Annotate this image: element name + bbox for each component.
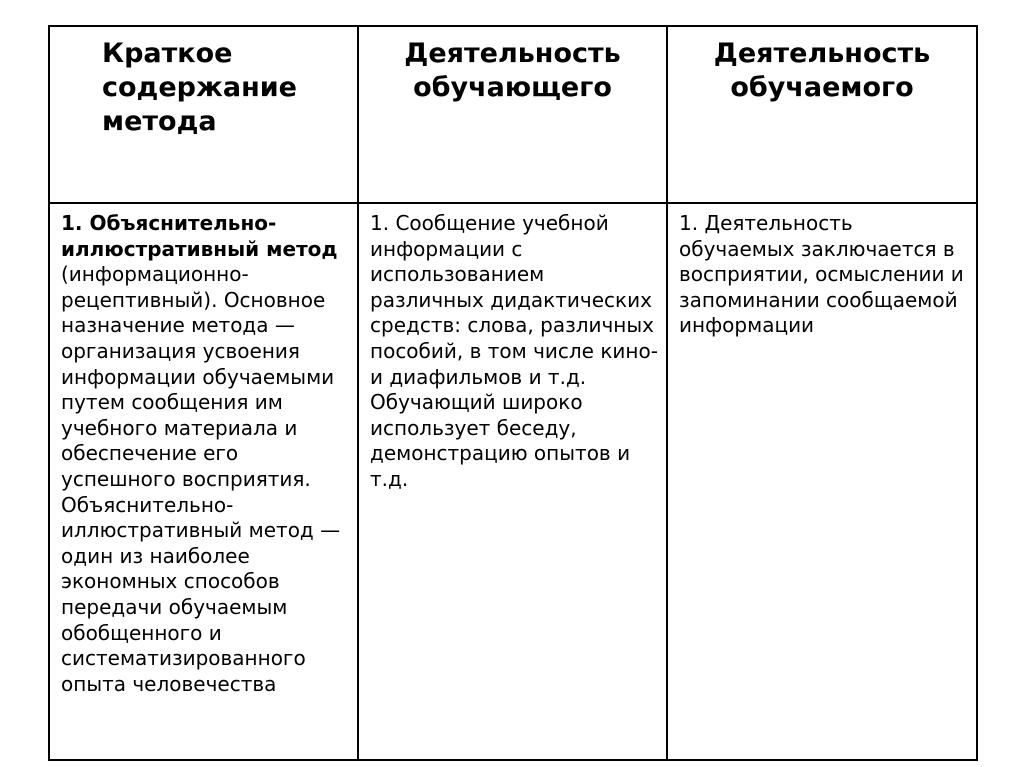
header-row bbox=[49, 26, 977, 203]
header-cell-teacher-activity bbox=[358, 26, 667, 203]
cell-teacher-activity bbox=[358, 203, 667, 760]
teacher-activity-text: 1. Сообщение учебной информации с использованием различных дидактических средств: слова, различных пособий, в том числе кино- и диафильмов и т.д. Обучающий широко использует беседу, демонстрацию опытов и т.д. bbox=[370, 211, 658, 491]
header-cell-learner-activity bbox=[667, 26, 977, 203]
header-summary: Краткое содержание метода bbox=[102, 38, 297, 137]
method-name: 1. Объяснительно-иллюстративный метод bbox=[61, 211, 338, 261]
header-teacher-activity: Деятельность обучающего bbox=[404, 38, 621, 103]
header-cell-summary bbox=[49, 26, 358, 203]
learner-activity-text: 1. Деятельность обучаемых заключается в восприятии, осмыслении и запоминании сообщаемой информации bbox=[679, 211, 964, 338]
cell-method-summary bbox=[49, 203, 358, 760]
header-learner-activity: Деятельность обучаемого bbox=[713, 38, 931, 103]
cell-learner-activity bbox=[667, 203, 977, 760]
method-description: (информационно-рецептивный). Основное назначение метода — организация усвоения информации обучаемыми путем сообщения им учебного материала и обеспечение его успешного восприятия. Объяснительно-иллюстративный метод — один из наиболее экономных способов передачи обучаемым обобщенного и систематизированного опыта человечества bbox=[61, 262, 341, 696]
methods-table bbox=[48, 25, 978, 761]
table-row bbox=[49, 203, 977, 760]
method-summary-text bbox=[50, 204, 357, 697]
